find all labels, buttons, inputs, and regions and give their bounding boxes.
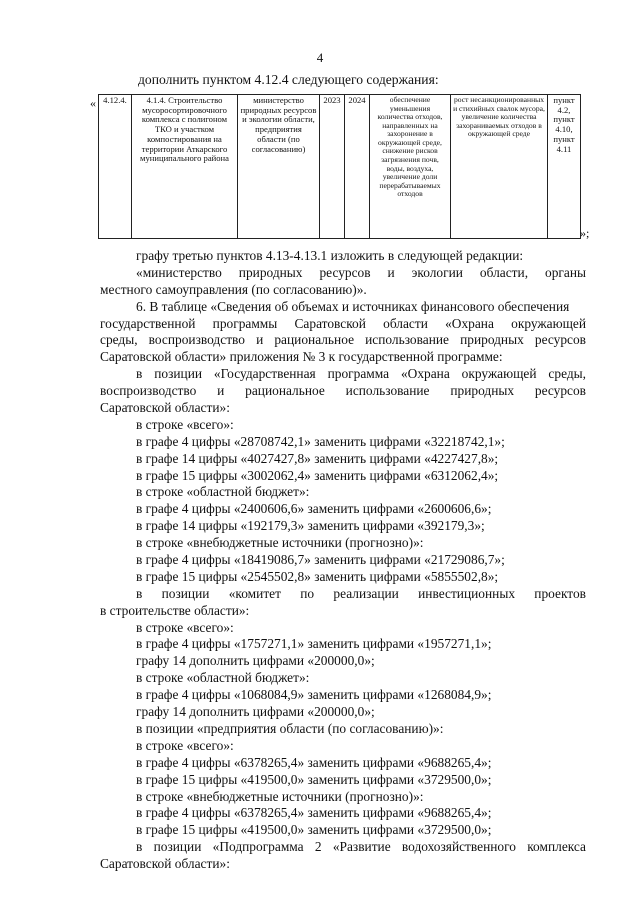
text-line: в графе 14 цифры «4027427,8» заменить цифрами «4227427,8»; xyxy=(136,450,499,466)
text-line: государственной программы Саратовской области «Охрана окружающей xyxy=(100,315,586,331)
text-line: среды, воспроизводство и рациональное использование природных ресурсов xyxy=(100,332,586,348)
amendment-table xyxy=(98,94,581,239)
text-line: в строке «всего»: xyxy=(136,619,234,635)
text-line: в строке «внебюджетные источники (прогнозно)»: xyxy=(136,788,424,804)
table-close-quote: »; xyxy=(580,226,590,240)
text-line: в графе 4 цифры «18419086,7» заменить цифрами «21729086,7»; xyxy=(136,552,505,568)
amendment-text xyxy=(100,248,586,873)
text-line: в позиции «Подпрограмма 2 «Развитие водохозяйственного комплекса xyxy=(136,839,586,855)
table-open-quote: « xyxy=(90,96,96,110)
page-number: 4 xyxy=(316,50,324,65)
text-line: в графе 4 цифры «2400606,6» заменить цифрами «2600606,6»; xyxy=(136,501,492,517)
text-line: в строке «внебюджетные источники (прогнозно)»: xyxy=(136,535,424,551)
text-line: в строке «областной бюджет»: xyxy=(136,484,310,500)
cell-indicator-link: пункт 4.2, пункт 4.10, пункт 4.11 xyxy=(548,95,581,239)
text-line: в строке «всего»: xyxy=(136,416,234,432)
text-line: Саратовской области»: xyxy=(100,856,230,872)
text-line: в графе 15 цифры «419500,0» заменить цифрами «3729500,0»; xyxy=(136,822,492,838)
text-line: в строке «областной бюджет»: xyxy=(136,670,310,686)
text-line: в графе 15 цифры «3002062,4» заменить цифрами «6312062,4»; xyxy=(136,467,499,483)
text-line: в графе 4 цифры «6378265,4» заменить цифрами «9688265,4»; xyxy=(136,754,492,770)
text-line: местного самоуправления (по согласованию)». xyxy=(100,281,367,297)
cell-item-number: 4.12.4. xyxy=(99,95,132,239)
text-line: в строке «всего»: xyxy=(136,737,234,753)
text-line: в позиции «предприятия области (по согласованию)»: xyxy=(136,720,444,736)
text-line: графу 14 дополнить цифрами «200000,0»; xyxy=(136,704,375,720)
text-line: Саратовской области»: xyxy=(100,400,230,416)
text-line: в графе 4 цифры «6378265,4» заменить цифрами «9688265,4»; xyxy=(136,805,492,821)
text-line: Саратовской области» приложения № 3 к государственной программе: xyxy=(100,349,503,365)
cell-start-year: 2023 xyxy=(320,95,345,239)
text-line: в графе 4 цифры «1068084,9» заменить цифрами «1268084,9»; xyxy=(136,687,492,703)
text-line: графу третью пунктов 4.13-4.13.1 изложить в следующей редакции: xyxy=(136,248,524,263)
text-line: в графе 15 цифры «419500,0» заменить цифрами «3729500,0»; xyxy=(136,771,492,787)
text-line: в графе 4 цифры «1757271,1» заменить цифрами «1957271,1»; xyxy=(136,636,492,652)
cell-executor: министерство природных ресурсов и экологии области, предприятия области (по согласованию) xyxy=(238,95,320,239)
text-line: в графе 14 цифры «192179,3» заменить цифрами «392179,3»; xyxy=(136,518,485,534)
text-line: графу 14 дополнить цифрами «200000,0»; xyxy=(136,653,375,669)
cell-expected-result: обеспечение уменьшения количества отходов, направленных на захоронение в окружающей среде, снижение рисков загрязнения почв, воды, воздуха, увеличение доли перерабатываемых отходов xyxy=(370,95,451,239)
cell-consequences: рост несанкционированных и стихийных свалок мусора, увеличение количества захораниваемых отходов в окружающей среде xyxy=(451,95,548,239)
text-line: в позиции «Государственная программа «Охрана окружающей среды, xyxy=(136,366,586,382)
cell-activity-name: 4.1.4. Строительство мусоросортировочного комплекса с полигоном ТКО и участком компостирования на территории Аткарского муниципального района xyxy=(132,95,238,239)
text-line: в позиции «комитет по реализации инвестиционных проектов xyxy=(136,585,586,601)
text-line: в графе 15 цифры «2545502,8» заменить цифрами «5855502,8»; xyxy=(136,568,499,584)
table-row xyxy=(99,95,581,239)
text-line: в графе 4 цифры «28708742,1» заменить цифрами «32218742,1»; xyxy=(136,433,505,449)
text-line: в строительстве области»: xyxy=(100,602,250,618)
intro-line: дополнить пунктом 4.12.4 следующего содержания: xyxy=(138,72,439,87)
text-line: «министерство природных ресурсов и экологии области, органы xyxy=(136,264,586,280)
text-line: 6. В таблице «Сведения об объемах и источниках финансового обеспечения xyxy=(136,298,570,314)
text-line: воспроизводство и рациональное использование природных ресурсов xyxy=(100,383,586,399)
cell-end-year: 2024 xyxy=(345,95,370,239)
